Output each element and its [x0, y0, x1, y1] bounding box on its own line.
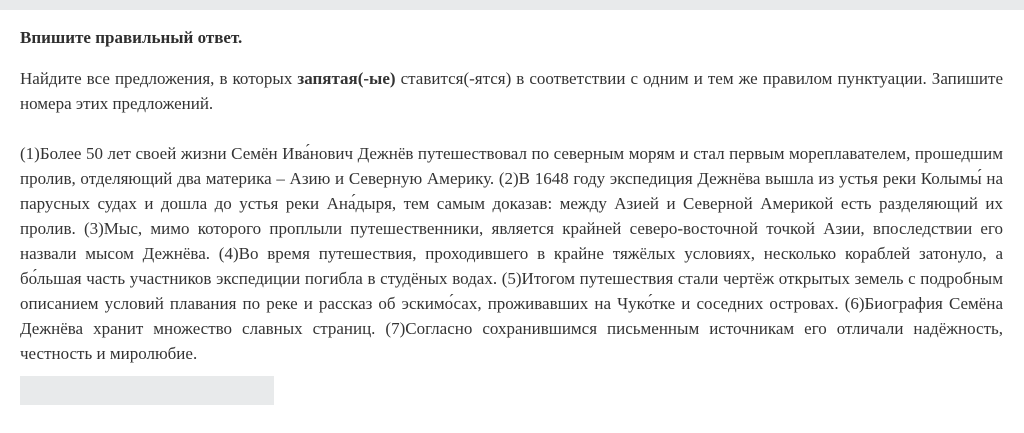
top-bar — [0, 0, 1024, 10]
task-text-before: Найдите все предложения, в которых — [20, 69, 298, 88]
instruction-title: Впишите правильный ответ. — [20, 28, 243, 47]
passage-text: (1)Более 50 лет своей жизни Семён Ива́нович Дежнёв путешествовал по северным морям и стал первым мореплавателем, прошедшим пролив, отделяющий два материка – Азию и Северную Америку. (2)В 1648 году экспедиция Дежнёва вышла из устья реки Колымы́ на парусных судах и дошла до устья реки Ана́дыря, тем самым доказав: между Азией и Северной Америкой есть разделяющий их пролив. (3)Мыс, мимо которого проплыли путешественники, является крайней северо-восточной точкой Азии, впоследствии его назвали мысом Дежнёва. (4)Во время путешествия, проходившего в крайне тяжёлых условиях, несколько кораблей затонуло, а бо́льшая часть участников экспедиции погибла в студёных водах. (5)Итогом путешествия стали чертёж открытых земель с подробным описанием условий плавания по реке и рассказ об эскимо́сах, проживавших на Чуко́тке и соседних островах. (6)Биография Семёна Дежнёва хранит множество славных страниц. (7)Согласно сохранившимся письменным источникам его отличали надёжность, честность и миролюбие. — [20, 144, 1003, 363]
answer-input[interactable] — [20, 376, 274, 405]
task-text-emphasis: запятая(-ые) — [297, 69, 396, 88]
task-text — [20, 66, 1003, 116]
task-text-after: ставится(-ятся) в соответствии с одним и тем же правилом пунктуации. Запишите номера этих предложений. — [20, 69, 1003, 113]
question-block — [20, 26, 1003, 366]
